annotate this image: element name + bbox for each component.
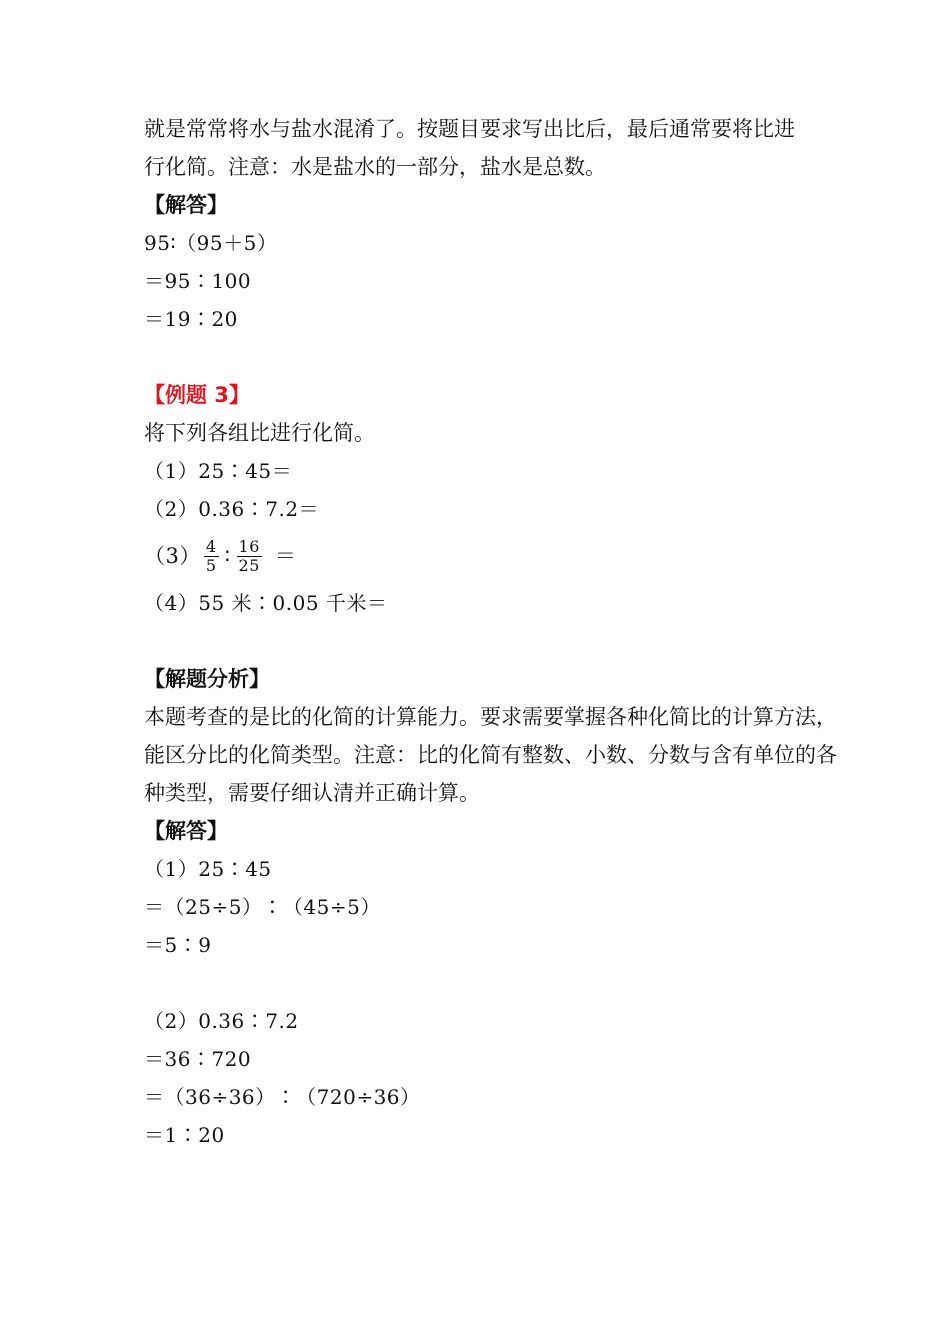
fraction-denominator: 5 xyxy=(205,555,217,575)
answer1-step-1: 95∶（95＋5） xyxy=(144,231,278,255)
fraction-numerator: 16 xyxy=(238,536,260,556)
answer3-part1-step-2: ＝（25÷5）∶（45÷5） xyxy=(144,895,381,919)
fraction-numerator: 4 xyxy=(205,536,217,556)
question-2: （2）0.36∶7.2＝ xyxy=(144,497,320,521)
fraction-16-25 xyxy=(237,538,262,575)
intro-line-1: 就是常常将水与盐水混淆了。按题目要求写出比后，最后通常要将比进 xyxy=(144,117,795,141)
example-3-heading: 【例题 3】 xyxy=(144,383,250,407)
answer1-step-2: ＝95∶100 xyxy=(144,269,252,293)
fraction-denominator: 25 xyxy=(238,555,260,575)
answer3-part2-step-3: ＝（36÷36）∶（720÷36） xyxy=(144,1085,421,1109)
question-4: （4）55 米∶0.05 千米＝ xyxy=(144,591,388,615)
answer3-part2-step-4: ＝1∶20 xyxy=(144,1123,225,1147)
spacer xyxy=(144,338,844,376)
answer3-part1-step-3: ＝5∶9 xyxy=(144,933,212,957)
fraction-4-5 xyxy=(204,538,219,575)
question-3-suffix: ＝ xyxy=(274,544,297,568)
question-3-prefix: （3） xyxy=(144,544,201,568)
question-3 xyxy=(144,528,844,584)
answer3-part1-step-1: （1）25∶45 xyxy=(144,857,272,881)
analysis-text: 本题考查的是比的化简的计算能力。要求需要掌握各种化简比的计算方法，能区分比的化简类型。注意：比的化简有整数、小数、分数与含有单位的各种类型，需要仔细认清并正确计算。 xyxy=(144,705,837,805)
ratio-colon: ∶ xyxy=(224,544,231,568)
spacer xyxy=(144,622,844,660)
answer3-part2-step-2: ＝36∶720 xyxy=(144,1047,252,1071)
question-1: （1）25∶45＝ xyxy=(144,459,293,483)
intro-line-2: 行化简。注意：水是盐水的一部分，盐水是总数。 xyxy=(144,155,606,179)
answer-heading-1: 【解答】 xyxy=(144,193,228,217)
example-3-prompt: 将下列各组比进行化简。 xyxy=(144,421,375,445)
answer1-step-3: ＝19∶20 xyxy=(144,307,238,331)
answer-heading-3: 【解答】 xyxy=(144,819,228,843)
spacer xyxy=(144,964,844,1002)
analysis-heading: 【解题分析】 xyxy=(144,667,270,691)
document-page xyxy=(144,110,844,1154)
answer3-part2-step-1: （2）0.36∶7.2 xyxy=(144,1009,299,1033)
